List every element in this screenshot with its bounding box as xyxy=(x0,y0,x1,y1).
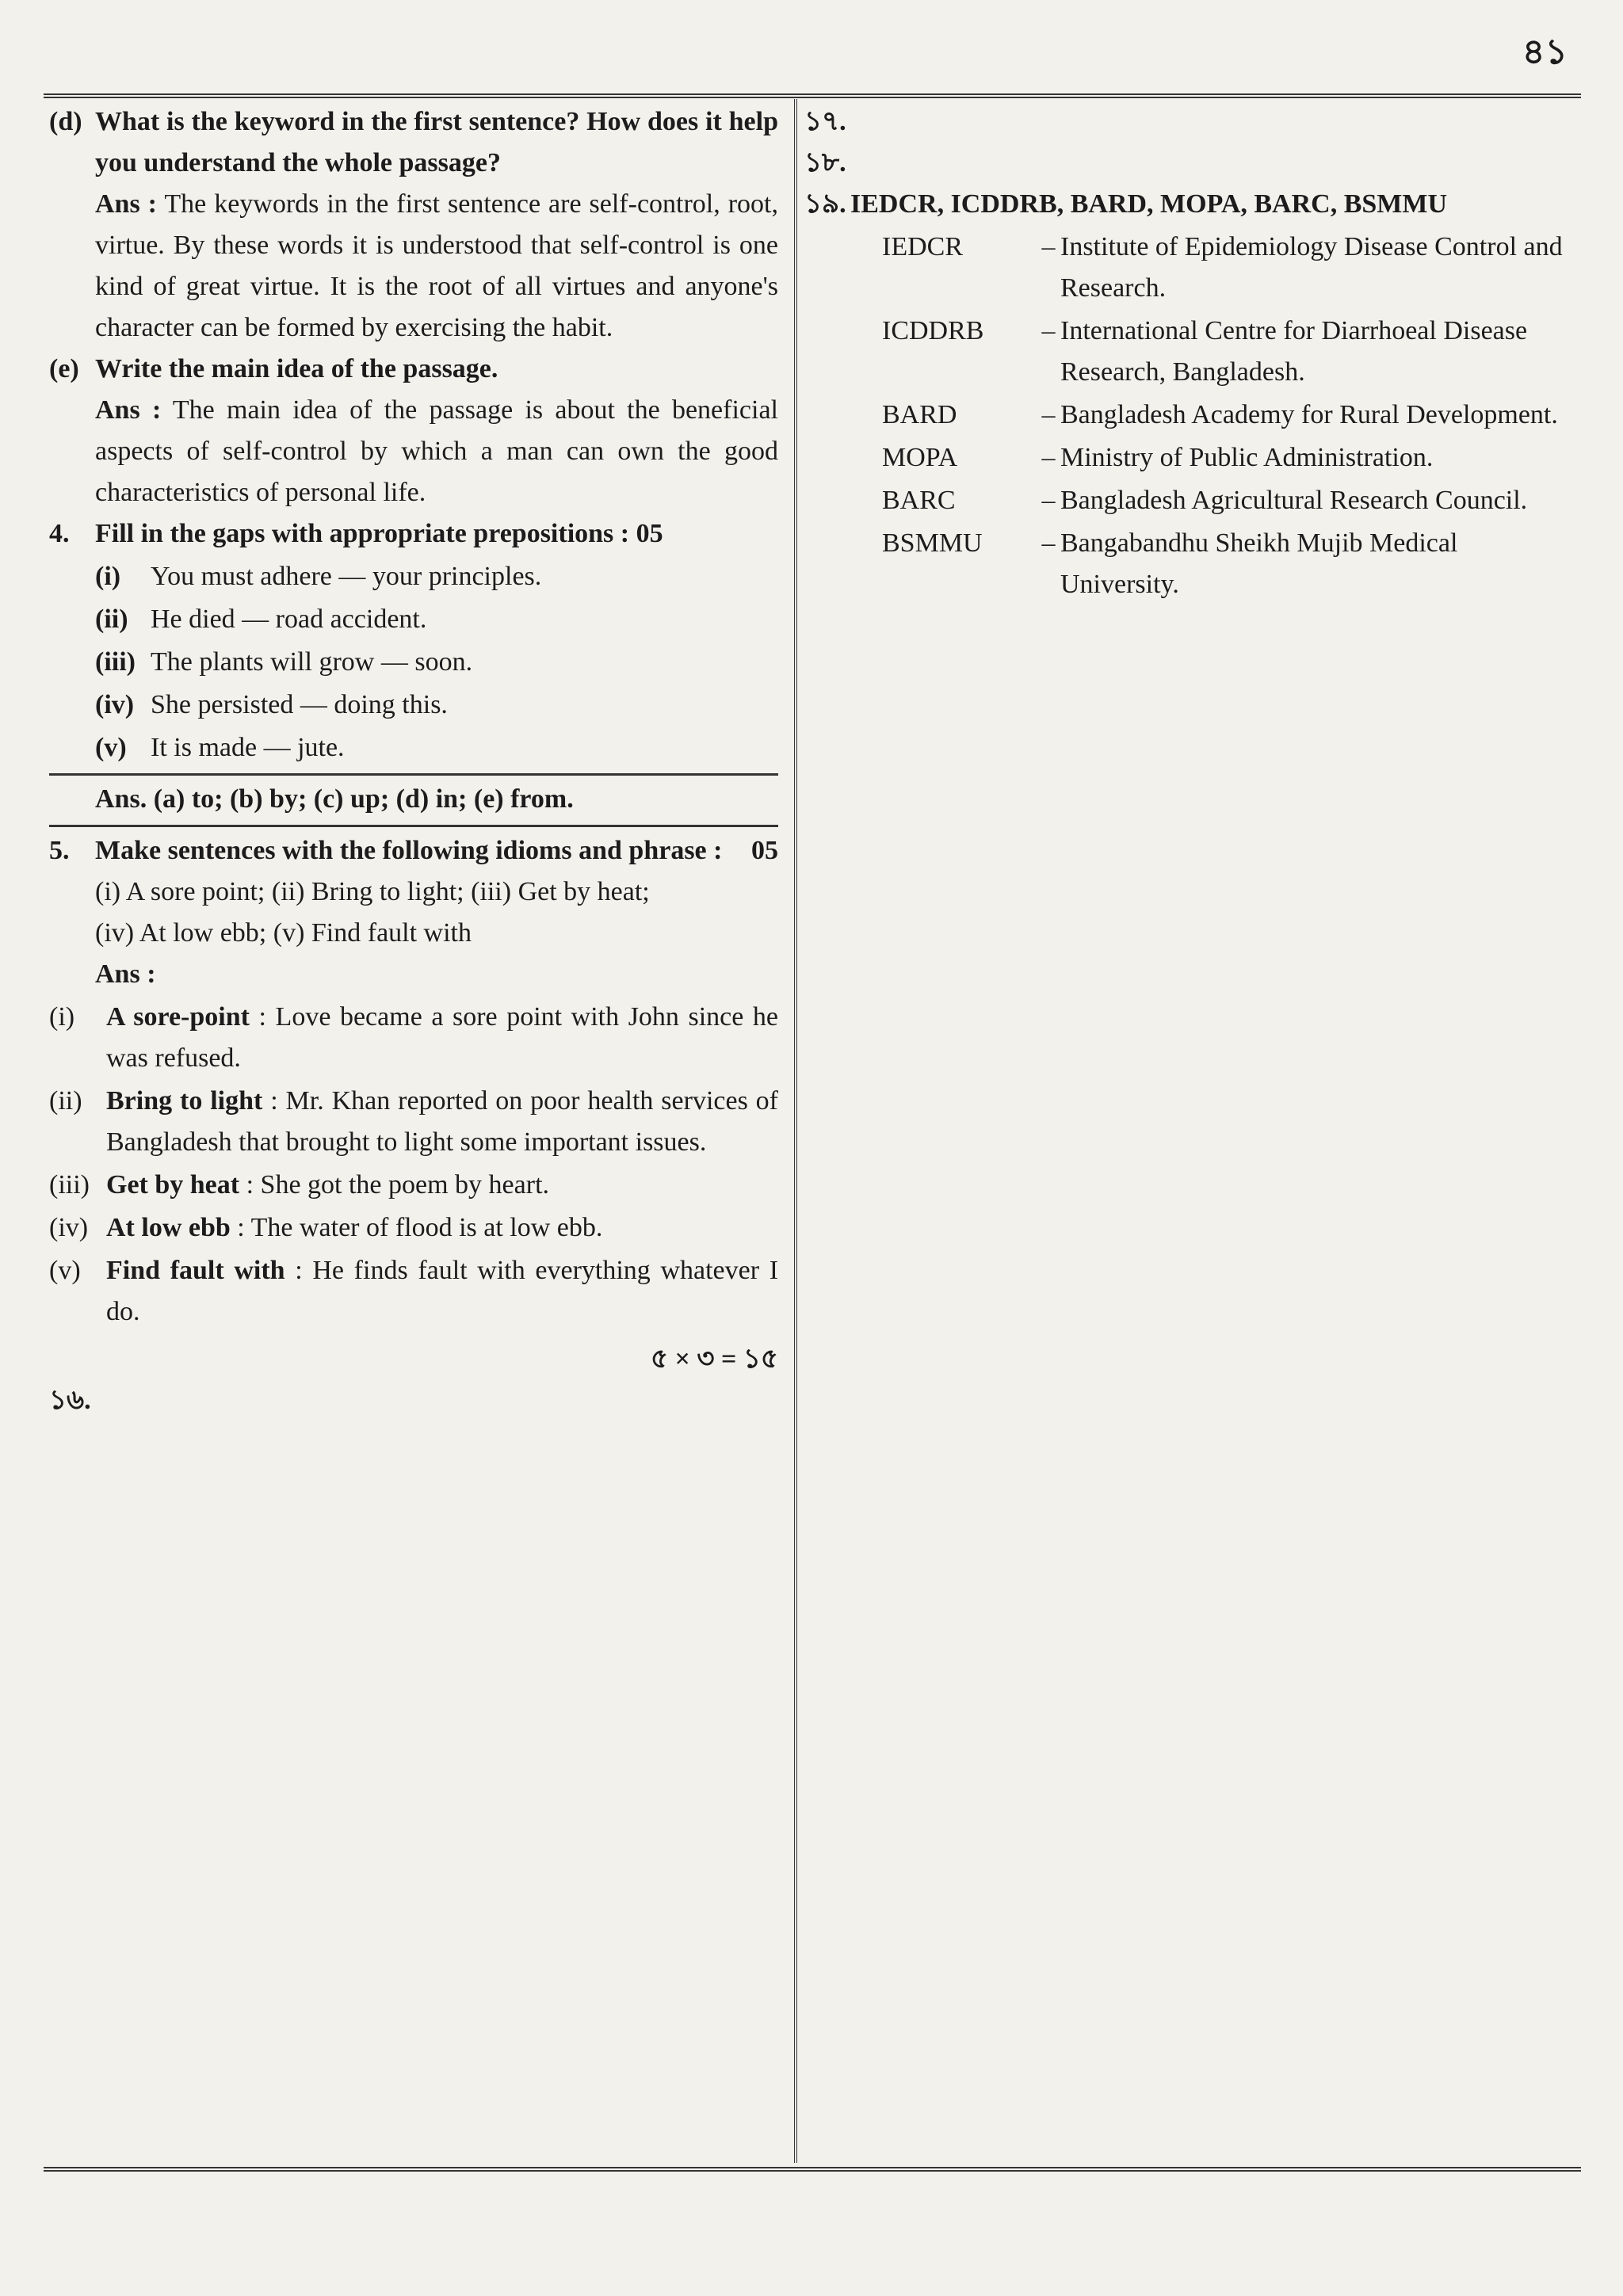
abbr-key: IEDCR xyxy=(882,232,963,261)
list-item xyxy=(95,685,778,726)
list-item xyxy=(95,727,778,769)
answer-block xyxy=(95,184,778,349)
answer-label: Ans : xyxy=(95,395,162,425)
top-rule xyxy=(44,93,1581,98)
answer-label: Ans : xyxy=(95,189,157,219)
abbr-value: Bangladesh Agricultural Research Council. xyxy=(1060,486,1528,515)
item-text: The plants will grow — soon. xyxy=(151,647,473,677)
idiom-sentence: : He finds fault with everything whatever I do. xyxy=(106,1256,779,1326)
answer-label: Ans : xyxy=(95,959,156,989)
abbr-key: BSMMU xyxy=(882,528,983,558)
item-text: He died — road accident. xyxy=(151,605,427,634)
question-label: (d) xyxy=(49,107,82,136)
idiom-list-line: (iv) At low ebb; (v) Find fault with xyxy=(95,918,472,948)
answer-text: The keywords in the first sentence are self-control, root, virtue. By these words it is understood that self-control is one kind of great virtue. It is the root of all virtues and anyone's character can be formed by exercising the habit. xyxy=(95,189,778,342)
list-item xyxy=(882,395,1577,436)
divider xyxy=(49,825,778,827)
abbr-value: Bangladesh Academy for Rural Development. xyxy=(1060,400,1558,429)
page-number: ৪১ xyxy=(1522,32,1568,71)
dash: – xyxy=(1041,528,1056,558)
list-item xyxy=(882,311,1577,393)
list-item xyxy=(49,1165,778,1206)
marks: 05 xyxy=(751,836,778,865)
answer-block xyxy=(95,390,778,513)
question-text: IEDCR, ICDDRB, BARD, MOPA, BARC, BSMMU xyxy=(850,189,1448,219)
abbr-key: MOPA xyxy=(882,443,958,472)
question-number: ১৭. xyxy=(804,107,846,136)
abbr-key: BARD xyxy=(882,400,957,429)
item-number: (iii) xyxy=(95,647,136,677)
item-number: (i) xyxy=(49,1002,75,1032)
question-5 xyxy=(49,830,778,995)
item-number: (v) xyxy=(95,733,127,762)
answer-line: Ans. (a) to; (b) by; (c) up; (d) in; (e) from. xyxy=(95,784,574,814)
list-item xyxy=(882,227,1577,309)
question-title: Fill in the gaps with appropriate prepositions : 05 xyxy=(95,519,663,548)
idiom-list-line: (i) A sore point; (ii) Bring to light; (iii) Get by heat; xyxy=(95,877,650,906)
question-e xyxy=(49,349,778,513)
dash: – xyxy=(1041,486,1056,515)
abbreviation-list xyxy=(882,227,1577,605)
left-column xyxy=(49,101,778,1421)
list-item xyxy=(882,437,1577,479)
idiom-term: At low ebb xyxy=(106,1213,231,1242)
item-number: (iii) xyxy=(49,1170,90,1199)
answer-text: The main idea of the passage is about the beneficial aspects of self-control by which a man can own the good characteristics of personal life. xyxy=(95,395,778,507)
question-number: 5. xyxy=(49,836,70,865)
item-text: You must adhere — your principles. xyxy=(151,562,542,591)
right-column xyxy=(804,101,1577,605)
question-text: What is the keyword in the first sentence? How does it help you understand the whole passage? xyxy=(95,107,778,177)
list-item xyxy=(49,1081,778,1163)
column-divider xyxy=(794,99,797,2163)
question-title xyxy=(95,830,778,871)
list-item xyxy=(95,556,778,597)
dash: – xyxy=(1041,443,1056,472)
section-marks: ৫ × ৩ = ১৫ xyxy=(650,1344,778,1374)
item-number: (iv) xyxy=(95,690,135,719)
question-number: ১৯. xyxy=(804,189,846,219)
title-text: Make sentences with the following idioms and phrase : xyxy=(95,836,723,865)
item-number: (v) xyxy=(49,1256,81,1285)
list-item xyxy=(95,599,778,640)
abbr-value: Ministry of Public Administration. xyxy=(1060,443,1434,472)
abbr-value: Bangabandhu Sheikh Mujib Medical University. xyxy=(1060,528,1458,599)
list-item xyxy=(882,480,1577,521)
list-item xyxy=(95,642,778,683)
item-text: It is made — jute. xyxy=(151,733,345,762)
list-item xyxy=(49,1207,778,1249)
abbr-value: Institute of Epidemiology Disease Control and Research. xyxy=(1060,232,1563,303)
question-number: ১৬. xyxy=(49,1386,91,1415)
item-number: (ii) xyxy=(95,605,128,634)
abbr-key: ICDDRB xyxy=(882,316,984,345)
idiom-sentence: : The water of flood is at low ebb. xyxy=(237,1213,603,1242)
page-header xyxy=(48,14,1575,78)
question-19 xyxy=(804,184,1577,605)
idiom-sentence: : Mr. Khan reported on poor health services of Bangladesh that brought to light some important issues. xyxy=(106,1086,779,1157)
dash: – xyxy=(1041,232,1056,261)
divider xyxy=(49,773,778,776)
question-18 xyxy=(804,143,1577,184)
list-item xyxy=(49,1250,778,1333)
bottom-rule xyxy=(44,2167,1581,2172)
idiom-term: Get by heat xyxy=(106,1170,240,1199)
item-text: She persisted — doing this. xyxy=(151,690,448,719)
idiom-answers xyxy=(49,997,778,1333)
idiom-sentence: : She got the poem by heart. xyxy=(246,1170,550,1199)
idiom-term: Find fault with xyxy=(106,1256,285,1285)
question-label: (e) xyxy=(49,354,79,383)
abbr-value: International Centre for Diarrhoeal Disease Research, Bangladesh. xyxy=(1060,316,1528,387)
gap-list xyxy=(95,556,778,769)
question-number: 4. xyxy=(49,519,70,548)
idiom-term: A sore-point xyxy=(106,1002,250,1032)
question-number: ১৮. xyxy=(804,148,846,177)
item-number: (ii) xyxy=(49,1086,82,1116)
question-d xyxy=(49,101,778,349)
list-item xyxy=(49,997,778,1079)
question-text: Write the main idea of the passage. xyxy=(95,354,498,383)
question-4 xyxy=(49,513,778,769)
idiom-sentence: : Love became a sore point with John since he was refused. xyxy=(106,1002,779,1073)
question-17 xyxy=(804,101,1577,143)
dash: – xyxy=(1041,316,1056,345)
idiom-term: Bring to light xyxy=(106,1086,263,1116)
item-number: (iv) xyxy=(49,1213,89,1242)
list-item xyxy=(882,523,1577,605)
abbr-key: BARC xyxy=(882,486,956,515)
item-number: (i) xyxy=(95,562,121,591)
dash: – xyxy=(1041,400,1056,429)
question-16 xyxy=(49,1380,778,1421)
